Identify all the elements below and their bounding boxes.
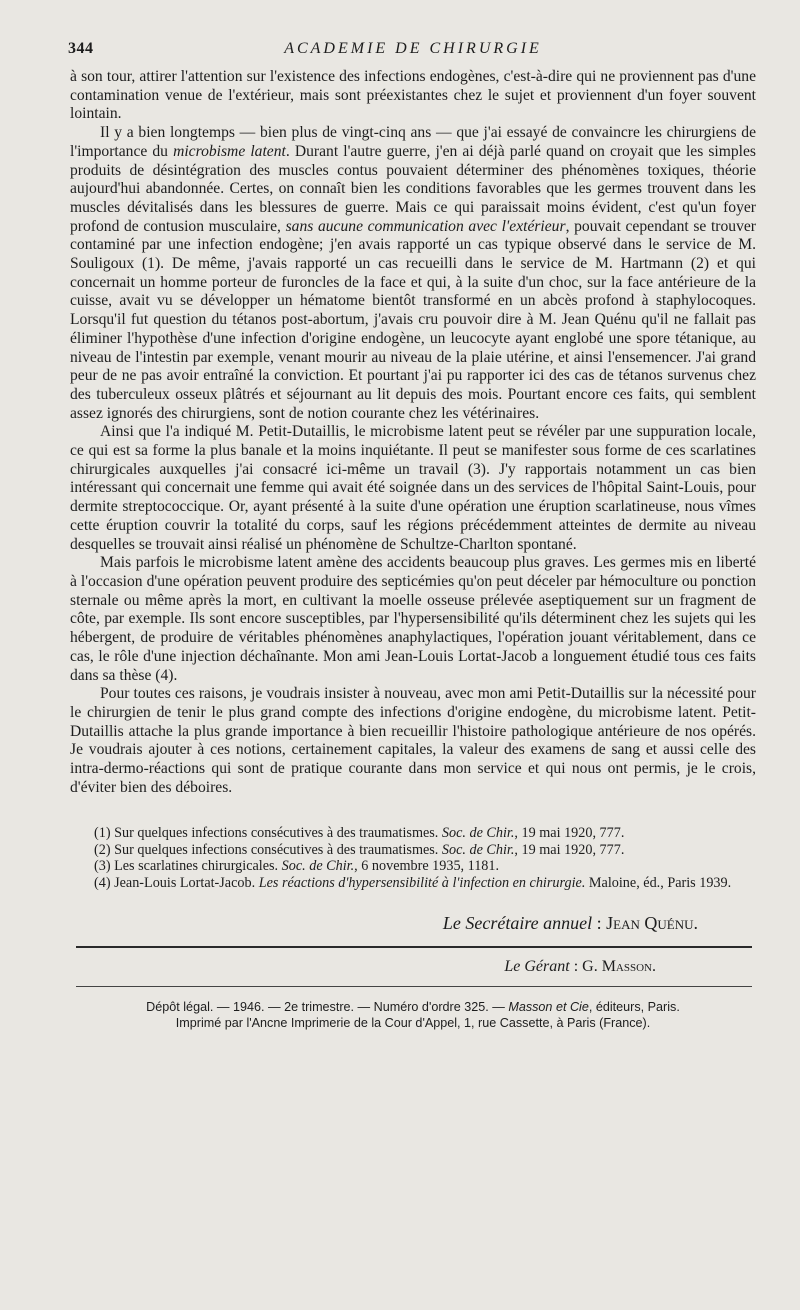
- manager-role: Le Gérant: [504, 958, 570, 976]
- footnote-4-text: (4) Jean-Louis Lortat-Jacob.: [94, 874, 259, 891]
- colophon-line-1: [70, 999, 756, 1015]
- article-body: [70, 68, 756, 797]
- footnote-4: [70, 875, 756, 891]
- paragraph-1: à son tour, attirer l'attention sur l'existence des infections endogènes, c'est-à-dire qui ne proviennent pas d'une contamination venue de l'extérieur, mais sont préexistantes chez le sujet et proviennent d'un foyer souvent lointain.: [70, 68, 756, 123]
- paragraph-2: [70, 124, 756, 423]
- divider-rule-thin: [76, 986, 752, 987]
- emphasis-sans-communication: sans aucune communication avec l'extérieur: [285, 217, 566, 235]
- footnote-2-text: (2) Sur quelques infections consécutives à des traumatismes.: [94, 841, 442, 858]
- divider-rule: [76, 946, 752, 948]
- footnote-4-publisher: Maloine, éd., Paris 1939.: [585, 874, 732, 891]
- colophon-publisher-city: , éditeurs, Paris.: [588, 1000, 680, 1015]
- running-title: ACADEMIE DE CHIRURGIE: [284, 40, 542, 57]
- page-number: 344: [68, 40, 94, 57]
- footnote-3: [70, 858, 756, 874]
- manager-separator: :: [569, 958, 583, 976]
- footnote-2-date: , 19 mai 1920, 777.: [514, 841, 625, 858]
- footnote-3-date: , 6 novembre 1935, 1181.: [354, 858, 500, 875]
- footnote-4-title: Les réactions d'hypersensibilité à l'infection en chirurgie.: [258, 874, 586, 891]
- running-header: [70, 40, 756, 68]
- paragraph-2-text-c: . Durant l'autre guerre, j'en ai déjà parlé quand on croyait que les simples produits de désintégration des muscles contus pouvaient déterminer des phénomènes toxiques, théorie aujourd'hui abandonnée. Certes, on connaît bien les conditions favorables que les germes trouvent dans les muscles dévitalisés dans les blessures de guerre. Mais ce qui paraissait moins évident, c'est qu'un foyer profond de contusion musculaire,: [70, 142, 757, 235]
- paragraph-2-text-e: , pouvait cependant se trouver contaminé par une infection endogène; j'en avais rapporté un cas typique observé dans le service de M. Souligoux (1). De même, j'avais rapporté un cas recueilli dans le service de M. Hartmann (2) et qui concernait un homme porteur de furoncles de la face et qui, à la suite d'un choc, sur la face antérieure de la cuisse, avait vu se développer un hématome bientôt transformé en un abcès profond à staphylocoques. Lorsqu'il fut question du tétanos post-abortum, j'avais cru pouvoir dire à M. Jean Quénu qu'il ne fallait pas éliminer l'hypothèse d'une infection d'origine endogène, un leucocyte ayant englobé une spore tétanique, au niveau de l'intestin par exemple, venant mourir au niveau de la plaie utérine, et ainsi l'ensemencer. J'ai grand peur de ne pas avoir entraîné la conviction. Et pourtant j'ai pu rapporter ici des cas de tétanos survenus chez des tuberculeux osseux plâtrés et séjournant au lit depuis des mois. Pourtant encore ces faits, qui semblent assez ignorés des chirurgiens, sont de notion courante chez les vétérinaires.: [70, 217, 757, 422]
- footnote-3-text: (3) Les scarlatines chirurgicales.: [94, 858, 282, 875]
- secretary-signature: [70, 913, 756, 934]
- printer-colophon: [70, 999, 756, 1031]
- paragraph-3: Ainsi que l'a indiqué M. Petit-Dutaillis, le microbisme latent peut se révéler par une suppuration locale, ce qui est sa forme la plus banale et la moins inquiétante. Il peut se manifester sous forme de ces scarlatines chirurgicales auxquelles j'ai consacré ici-même un travail (3). J'y rapportais notamment un cas bien intéressant qui concernait une femme qui avait été soignée dans un des services de l'hôpital Saint-Louis, pour dermite streptococcique. Or, ayant présenté à la suite d'une opération une éruption scarlatineuse, nous vîmes cette éruption couvrir la totalité du corps, sauf les régions précédemment atteintes de dermite au niveau desquelles se trouvait ainsi réalisé un phénomène de Schultze-Charlton spontané.: [70, 423, 756, 553]
- paragraph-2-text-a: Il y a bien longtemps — bien plus de vingt-cinq ans — que j'ai essayé de convaincre les chirurgiens de l'importance du: [70, 124, 756, 160]
- colophon-legal-deposit: Dépôt légal. — 1946. — 2e trimestre. — Numéro d'ordre 325. —: [146, 1000, 509, 1015]
- paragraph-5: Pour toutes ces raisons, je voudrais insister à nouveau, avec mon ami Petit-Dutaillis sur la nécessité pour le chirurgien de tenir le plus grand compte des infections d'origine endogène, du microbisme latent. Petit-Dutaillis attache la plus grande importance à bien recueillir l'histoire pathologique antérieure de nos opérés. Je voudrais ajouter à ces notions, certainement capitales, la valeur des examens de sang et aussi celle des intra-dermo-réactions qui sont de pratique courante dans mon service et qui nous ont permis, je le crois, d'éviter bien des déboires.: [70, 685, 756, 796]
- footnote-1: [70, 825, 756, 841]
- paragraph-4: Mais parfois le microbisme latent amène des accidents beaucoup plus graves. Les germes mis en liberté à l'occasion d'une opération peuvent produire des septicémies qu'on peut déceler par hémoculture ou ponction sternale ou même après la mort, en cultivant la moelle osseuse prélevée aseptiquement sur un fragment de côte, par exemple. Ils sont encore susceptibles, par l'hypersensibilité qu'ils déterminent chez les sujets qui les hébergent, de produire de véritables phénomènes anaphylactiques, l'opération jouant véritablement, dans ce cas, le rôle d'une injection déchaînante. Mon ami Jean-Louis Lortat-Jacob a longuement étudié tous ces faits dans sa thèse (4).: [70, 554, 756, 684]
- manager-signature: [70, 958, 756, 976]
- colophon-publisher: Masson et Cie: [508, 1000, 589, 1015]
- secretary-name: Jean Quénu.: [606, 913, 698, 934]
- secretary-separator: :: [592, 913, 607, 934]
- footnote-2: [70, 842, 756, 858]
- footnote-1-text: (1) Sur quelques infections consécutives à des traumatismes.: [94, 825, 442, 842]
- secretary-role: Le Secrétaire annuel: [442, 913, 593, 934]
- footnote-3-journal: Soc. de Chir.: [281, 858, 355, 875]
- emphasis-microbisme-latent: microbisme latent: [173, 142, 286, 160]
- footnote-1-date: , 19 mai 1920, 777.: [514, 825, 625, 842]
- manager-name: G. Masson.: [582, 958, 656, 976]
- colophon-line-2: Imprimé par l'Ancne Imprimerie de la Cour d'Appel, 1, rue Cassette, à Paris (France).: [175, 1016, 651, 1031]
- footnote-2-journal: Soc. de Chir.: [441, 841, 515, 858]
- footnote-1-journal: Soc. de Chir.: [441, 825, 515, 842]
- footnotes: [70, 825, 756, 891]
